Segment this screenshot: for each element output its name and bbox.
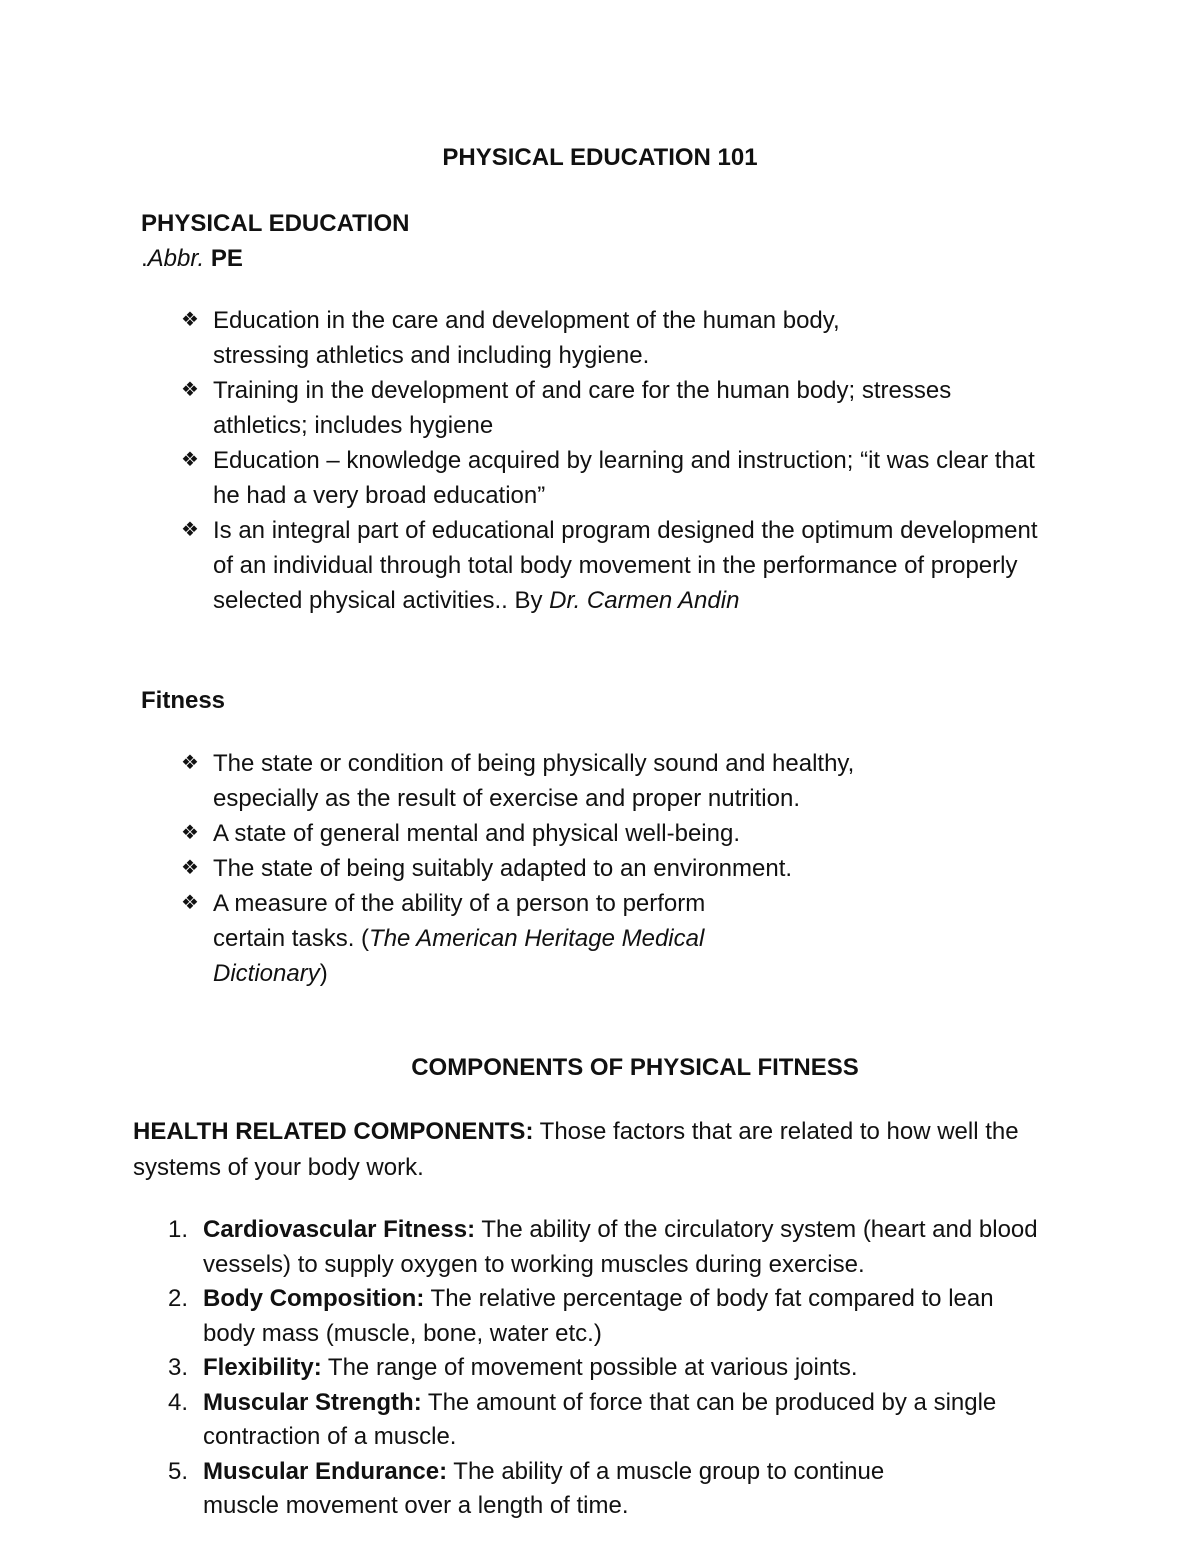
diamond-bullet-icon: ❖ (181, 449, 199, 471)
list-item (178, 886, 1058, 991)
list-item (160, 1282, 1060, 1351)
list-item (178, 746, 1058, 816)
list-item-text: Education – knowledge acquired by learning and instruction; “it was clear that he had a very broad education” (213, 447, 1035, 509)
component-term: Body Composition: (203, 1285, 425, 1312)
list-number: 2. (168, 1285, 189, 1312)
abbr-value: PE (210, 245, 243, 272)
health-related-paragraph (133, 1114, 1053, 1186)
component-text: The ability of a muscle group to continue muscle movement over a length of time. (203, 1457, 885, 1519)
list-item-text: The state of being suitably adapted to an environment. (213, 855, 793, 882)
components-heading: COMPONENTS OF PHYSICAL FITNESS (411, 1054, 859, 1081)
list-item (160, 1213, 1060, 1282)
list-item (178, 303, 1038, 373)
component-term: Flexibility: (203, 1354, 322, 1381)
diamond-bullet-icon: ❖ (181, 752, 199, 774)
dictionary-citation: The American Heritage Medical Dictionary (213, 925, 705, 987)
list-item (178, 851, 1058, 886)
fitness-heading: Fitness (141, 687, 226, 714)
component-text: The ability of the circulatory system (heart and blood vessels) to supply oxygen to working muscles during exercise. (203, 1216, 1038, 1278)
list-item (160, 1455, 1060, 1524)
list-item-text: Training in the development of and care for the human body; stresses athletics; includes hygiene (213, 377, 952, 439)
list-item (178, 373, 1038, 443)
component-text: The relative percentage of body fat compared to lean body mass (muscle, bone, water etc.) (203, 1285, 994, 1347)
diamond-bullet-icon: ❖ (181, 379, 199, 401)
list-item-text: Is an integral part of educational program designed the optimum development of an individual through total body movement in the performance of properly selected physical activities.. By (213, 517, 1038, 614)
list-item-text: A measure of the ability of a person to perform certain tasks. ( (213, 890, 706, 952)
list-number: 3. (168, 1354, 189, 1381)
list-number: 4. (168, 1388, 189, 1416)
diamond-bullet-icon: ❖ (181, 857, 199, 879)
list-item-text: Education in the care and development of the human body, stressing athletics and including hygiene. (213, 307, 840, 369)
component-term: Cardiovascular Fitness: (203, 1216, 476, 1243)
fitness-definition-list (178, 746, 1058, 991)
list-number: 5. (168, 1457, 189, 1485)
health-related-text: Those factors that are related to how well the systems of your body work. (133, 1118, 1019, 1181)
list-item (178, 816, 1058, 851)
list-number: 1. (168, 1216, 189, 1243)
abbr-label: Abbr. (147, 245, 205, 272)
health-related-label: HEALTH RELATED COMPONENTS: (133, 1118, 534, 1145)
list-item (160, 1386, 1060, 1455)
diamond-bullet-icon: ❖ (181, 309, 199, 331)
abbr-prefix: . (141, 245, 148, 272)
list-item (178, 443, 1038, 513)
component-text: The amount of force that can be produced by a single contraction of a muscle. (203, 1388, 997, 1450)
closing-paren: ) (319, 960, 328, 987)
list-item (160, 1351, 1060, 1386)
components-list (160, 1213, 1060, 1524)
pe-abbreviation (141, 244, 243, 274)
diamond-bullet-icon: ❖ (181, 892, 199, 914)
pe-heading: PHYSICAL EDUCATION (141, 210, 410, 237)
diamond-bullet-icon: ❖ (181, 822, 199, 844)
component-term: Muscular Strength: (203, 1388, 422, 1416)
pe-definition-list (178, 303, 1038, 618)
list-item-text: The state or condition of being physically sound and healthy, especially as the result of exercise and proper nutrition. (213, 750, 855, 812)
component-term: Muscular Endurance: (203, 1457, 448, 1485)
list-item-text: A state of general mental and physical well-being. (213, 820, 740, 847)
list-item (178, 513, 1038, 618)
page-title: PHYSICAL EDUCATION 101 (442, 144, 758, 171)
author-citation: Dr. Carmen Andin (549, 587, 740, 614)
diamond-bullet-icon: ❖ (181, 519, 199, 541)
component-text: The range of movement possible at various joints. (321, 1354, 858, 1381)
